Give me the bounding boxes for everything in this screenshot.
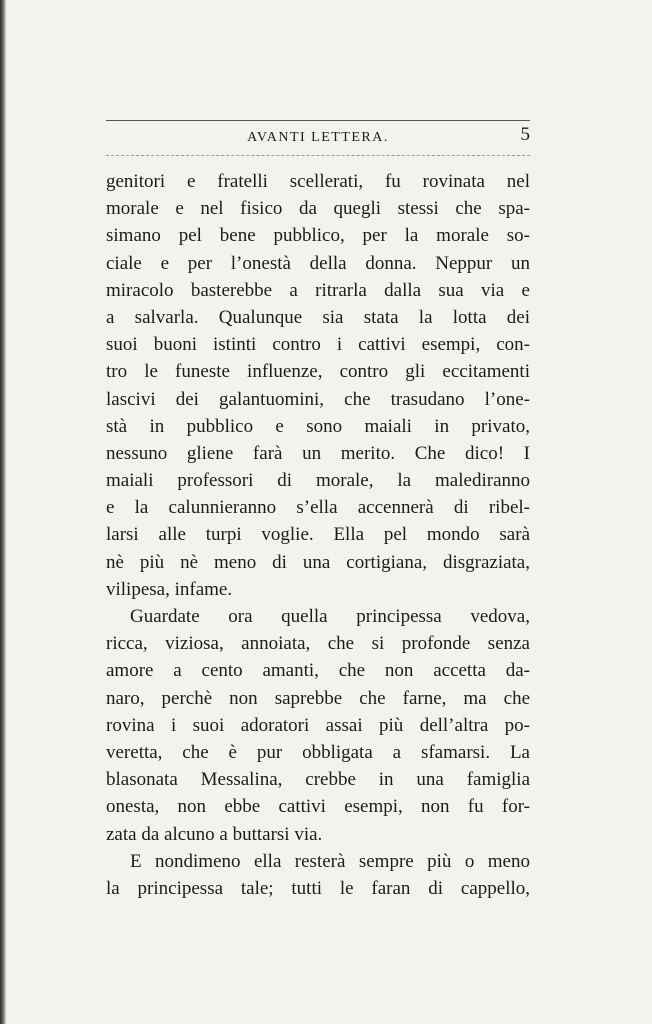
text-line: maiali professori di morale, la malediranno [106,470,530,492]
running-title: AVANTI LETTERA. [247,130,389,145]
text-line: veretta, che è pur obbligata a sfamarsi. La [106,741,530,763]
text-line: lascivi dei galantuomini, che trasudano l’one- [106,388,530,410]
running-head [106,124,530,152]
text-line: onesta, non ebbe cattivi esempi, non fu for- [106,796,530,818]
body-text [106,168,530,902]
text-line: tro le funeste influenze, contro gli eccitamenti [106,361,530,383]
text-line: nè più nè meno di una cortigiana, disgraziata, [106,551,530,573]
book-spine-edge [0,0,6,1024]
text-line: morale e nel fisico da quegli stessi che spa- [106,198,530,220]
text-line: naro, perchè non saprebbe che farne, ma che [106,687,530,709]
text-line: la principessa tale; tutti le faran di cappello, [106,877,530,899]
text-line: suoi buoni istinti contro i cattivi esempi, con- [106,334,530,356]
text-line: rovina i suoi adoratori assai più dell’altra po- [106,714,530,736]
paragraph-first-line: E nondimeno ella resterà sempre più o meno [130,850,530,872]
paragraph-first-line: Guardate ora quella principessa vedova, [130,606,530,627]
text-line: larsi alle turpi voglie. Ella pel mondo sarà [106,524,530,546]
text-line: vilipesa, infame. [106,578,233,600]
text-line: e la calunnieranno s’ella accennerà di ribel- [106,497,530,519]
header-rule [106,120,530,121]
text-line: amore a cento amanti, che non accetta da- [106,660,530,682]
text-line: blasonata Messalina, crebbe in una famiglia [106,769,530,791]
page-number: 5 [520,124,530,145]
text-line: stà in pubblico e sono maiali in privato, [106,415,530,437]
text-line: ricca, viziosa, annoiata, che si profonde senza [106,633,530,655]
text-line: zata da alcuno a buttarsi via. [106,823,323,845]
text-line: ciale e per l’onestà della donna. Neppur un [106,252,530,274]
header-rule-lower [106,155,530,156]
text-line: genitori e fratelli scellerati, fu rovinata nel [106,171,530,192]
text-line: nessuno gliene farà un merito. Che dico! I [106,442,530,464]
text-line: miracolo basterebbe a ritrarla dalla sua via e [106,279,530,301]
text-line: a salvarla. Qualunque sia stata la lotta dei [106,306,530,328]
text-line: simano pel bene pubblico, per la morale so- [106,225,530,247]
